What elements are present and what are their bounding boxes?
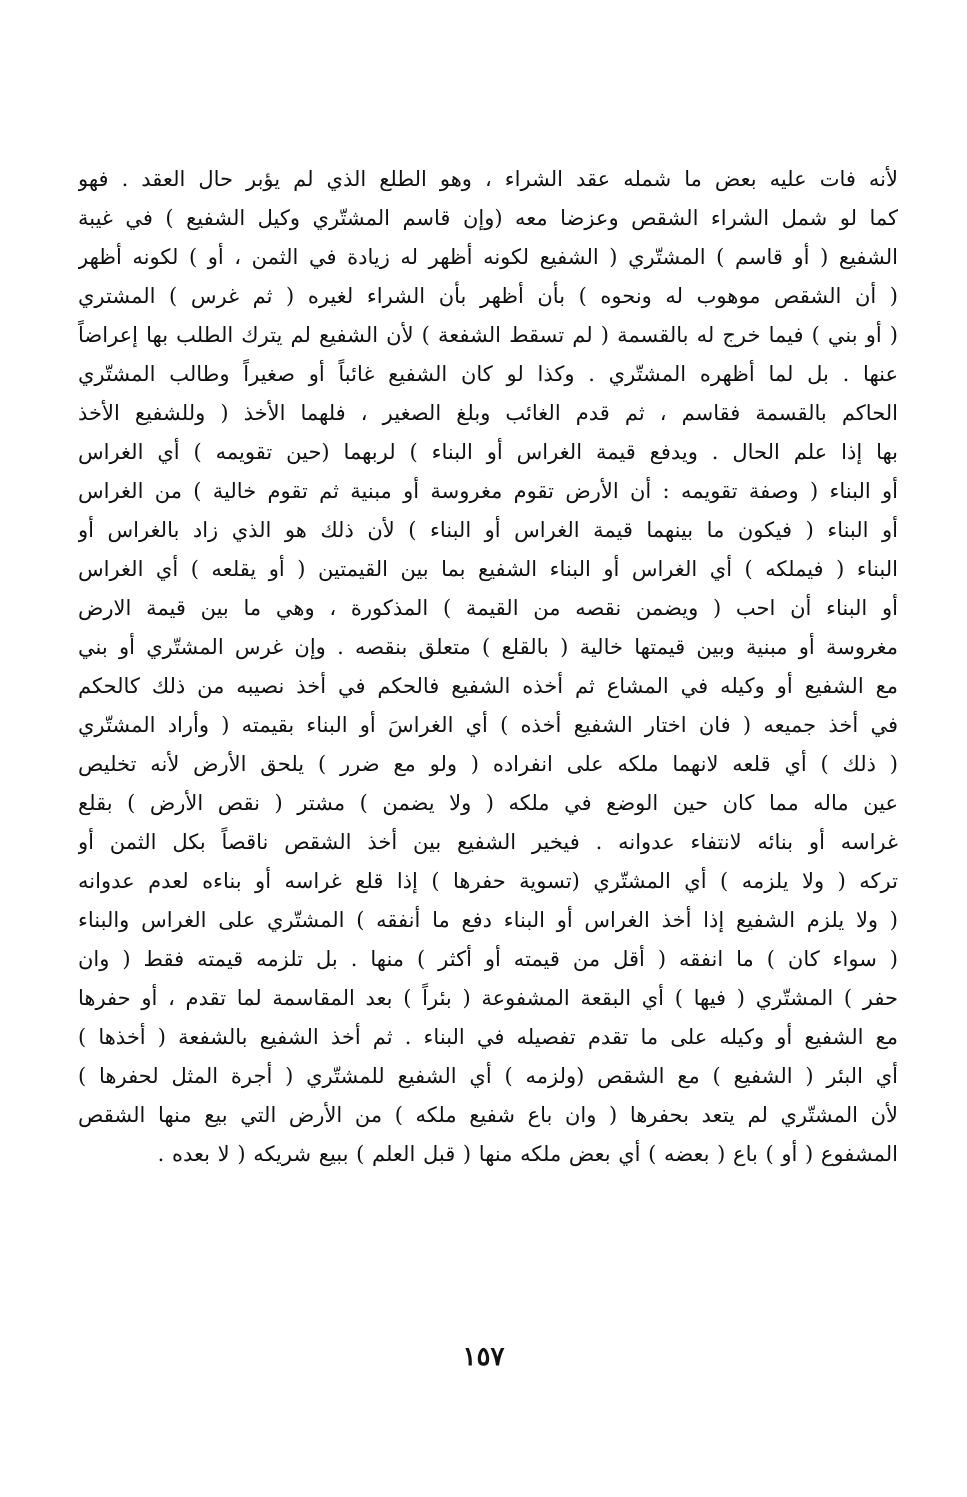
text-line-8: بها إذا علم الحال . ويدفع قيمة الغراس أو البناء ) لربهما (حين تقويمه ) أي الغراس	[78, 440, 898, 464]
text-line-5: ( أو بني ) فيما خرج له بالقسمة ( لم تسقط الشفعة ) لأن الشفيع لم يترك الطلب بها إعراضاً	[78, 323, 898, 347]
text-line-11: البناء ( فيملكه ) أي الغراس أو البناء الشفيع بما بين القيمتين ( أو يقلعه ) أي الغراس	[78, 557, 898, 581]
text-line-4: ( أن الشقص موهوب له ونحوه ) بأن أظهر بأن الشراء لغيره ( ثم غرس ) المشتري	[78, 284, 898, 308]
text-line-16: ( ذلك ) أي قلعه لانهما ملكه على انفراده ( ولو مع ضرر ) يلحق الأرض لأنه تخليص	[78, 752, 898, 776]
text-line-2: كما لو شمل الشراء الشقص وعزضا معه (وإن قاسم المشتّري وكيل الشفيع ) في غيبة	[78, 206, 898, 230]
main-text	[78, 160, 898, 1174]
text-line-23: مع الشفيع أو وكيله على ما تقدم تفصيله في البناء . ثم أخذ الشفيع بالشفعة ( أخذها )	[78, 1025, 898, 1049]
page-number: ١٥٧	[462, 1342, 505, 1372]
text-line-14: مع الشفيع أو وكيله في المشاع ثم أخذه الشفيع فالحكم في أخذ نصيبه من ذلك كالحكم	[78, 674, 898, 698]
text-line-26: المشفوع ( أو ) باع ( بعضه ) أي بعض ملكه منها ( قبل العلم ) ببيع شريكه ( لا بعده .	[157, 1142, 898, 1166]
text-line-19: تركه ( ولا يلزمه ) أي المشتّري (تسوية حفرها ) إذا قلع غراسه أو بناءه لعدم عدوانه	[78, 869, 898, 893]
text-line-6: عنها . بل لما أظهره المشتّري . وكذا لو كان الشفيع غائباً أو صغيراً وطالب المشتّري	[78, 362, 898, 386]
text-line-24: أي البئر ( الشفيع ) مع الشقص (ولزمه ) أي الشفيع للمشتّري ( أجرة المثل لحفرها )	[78, 1064, 898, 1088]
text-line-17: عين ماله مما كان حين الوضع في ملكه ( ولا يضمن ) مشتر ( نقص الأرض ) بقلع	[78, 791, 898, 815]
text-line-12: أو البناء أن احب ( ويضمن نقصه من القيمة ) المذكورة ، وهي ما بين قيمة الارض	[78, 596, 898, 620]
text-line-18: غراسه أو بنائه لانتفاء عدوانه . فيخير الشفيع بين أخذ الشقص ناقصاً بكل الثمن أو	[78, 830, 898, 854]
text-line-9: أو البناء ( وصفة تقويمه : أن الأرض تقوم مغروسة أو مبنية ثم تقوم خالية ) من الغراس	[78, 479, 898, 503]
text-line-13: مغروسة أو مبنية وبين قيمتها خالية ( بالقلع ) متعلق بنقصه . وإن غرس المشتّري أو بني	[78, 635, 898, 659]
text-line-3: الشفيع ( أو قاسم ) المشتّري ( الشفيع لكونه أظهر له زيادة في الثمن ، أو ) لكونه أظهر	[78, 245, 898, 269]
text-line-1: لأنه فات عليه بعض ما شمله عقد الشراء ، وهو الطلع الذي لم يؤبر حال العقد . فهو	[78, 167, 898, 191]
text-line-10: أو البناء ( فيكون ما بينهما قيمة الغراس أو البناء ) لأن ذلك هو الذي زاد بالغراس أو	[78, 518, 898, 542]
text-line-21: ( سواء كان ) ما انفقه ( أقل من قيمته أو أكثر ) منها . بل تلزمه قيمته فقط ( وان	[78, 947, 898, 971]
text-line-15: في أخذ جميعه ( فان اختار الشفيع أخذه ) أي الغراسَ أو البناء بقيمته ( وأراد المشتّري	[78, 713, 898, 737]
text-line-25: لأن المشتّري لم يتعد بحفرها ( وان باع شفيع ملكه ) من الأرض التي بيع منها الشقص	[78, 1103, 898, 1127]
text-line-20: ( ولا يلزم الشفيع إذا أخذ الغراس أو البناء دفع ما أنفقه ) المشتّري على الغراس والبناء	[78, 908, 898, 932]
text-line-7: الحاكم بالقسمة فقاسم ، ثم قدم الغائب وبلغ الصغير ، فلهما الأخذ ( وللشفيع الأخذ	[78, 401, 898, 425]
text-line-22: حفر ) المشتّري ( فيها ) أي البقعة المشفوعة ( بئراً ) بعد المقاسمة لما تقدم ، أو حفرها	[78, 986, 898, 1010]
